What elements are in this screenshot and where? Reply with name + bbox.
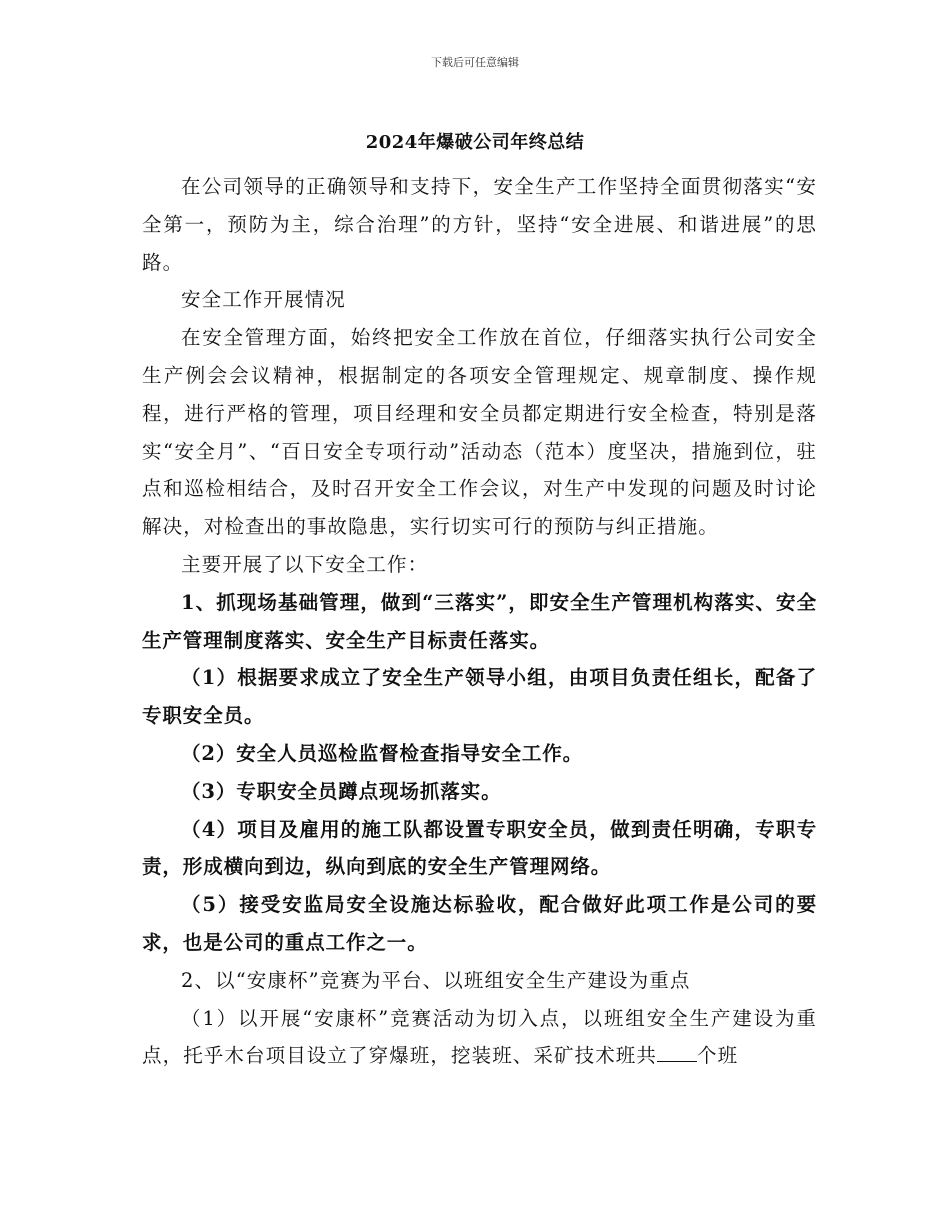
paragraph-subitem-4: （4）项目及雇用的施工队都设置专职安全员，做到责任明确，专职专责，形成横向到边，纵向到底的安全生产管理网络。 [142,817,817,879]
paragraph-section-heading: 安全工作开展情况 [181,288,346,312]
paragraph-subitem-1: （1）根据要求成立了安全生产领导小组，由项目负责任组长，配备了专职安全员。 [142,666,817,728]
paragraph-item-2-sub-1-text: （1）以开展“安康杯”竞赛活动为切入点，以班组安全生产建设为重点，托乎木台项目设立了穿爆班，挖装班、采矿技术班共 [142,1006,817,1068]
paragraph-main-work: 主要开展了以下安全工作： [181,552,429,576]
paragraph-intro: 在公司领导的正确领导和支持下，安全生产工作坚持全面贯彻落实“安全第一，预防为主，综合治理”的方针，坚持“安全进展、和谐进展”的思路。 [142,175,817,274]
document-title: 2024年爆破公司年终总结 [365,132,585,153]
paragraph-item-2-sub-1-tail: 个班 [697,1044,739,1068]
paragraph-safety-management: 在安全管理方面，始终把安全工作放在首位，仔细落实执行公司安全生产例会会议精神，根据制定的各项安全管理规定、规章制度、操作规程，进行严格的管理，项目经理和安全员都定期进行安全检查，特别是落实“安全月”、“百日安全专项行动”活动态（范本）度坚决，措施到位，驻点和巡检相结合，及时召开安全工作会议，对生产中发现的问题及时讨论解决，对检查出的事故隐患，实行切实可行的预防与纠正措施。 [142,326,817,539]
paragraph-subitem-3: （3）专职安全员蹲点现场抓落实。 [181,779,502,803]
header-note: 下载后可任意编辑 [431,56,519,69]
paragraph-item-1: 1、抓现场基础管理，做到“三落实”，即安全生产管理机构落实、安全生产管理制度落实、安全生产目标责任落实。 [142,590,817,652]
paragraph-subitem-5: （5）接受安监局安全设施达标验收，配合做好此项工作是公司的要求，也是公司的重点工作之一。 [142,893,817,954]
fill-in-blank [657,1043,697,1062]
document-body [142,168,817,1075]
paragraph-item-2: 2、以“安康杯”竞赛为平台、以班组安全生产建设为重点 [181,968,691,992]
paragraph-subitem-2: （2）安全人员巡检监督检查指导安全工作。 [181,741,584,765]
paragraph-item-2-sub-1 [142,1000,817,1076]
